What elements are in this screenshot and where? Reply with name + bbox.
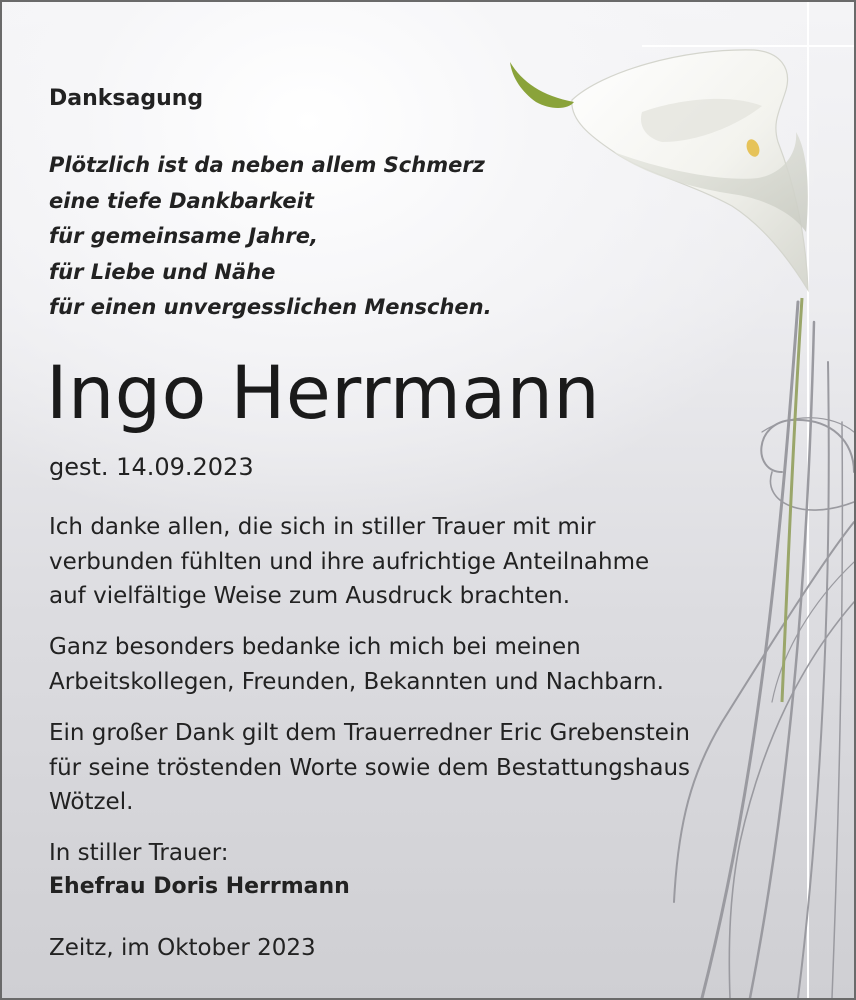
poem bbox=[49, 148, 492, 326]
poem-line: Plötzlich ist da neben allem Schmerz bbox=[49, 153, 485, 177]
grass-lines bbox=[674, 302, 854, 998]
thanks-paragraph-2 bbox=[49, 630, 664, 699]
notice-heading: Danksagung bbox=[49, 86, 204, 111]
poem-line: für gemeinsame Jahre, bbox=[49, 224, 318, 248]
paragraph-line: Arbeitskollegen, Freunden, Bekannten und Nachbarn. bbox=[49, 668, 664, 695]
thanks-paragraph-3 bbox=[49, 716, 690, 820]
mourners-label: In stiller Trauer: bbox=[49, 840, 229, 866]
paragraph-line: Ich danke allen, die sich in stiller Trauer mit mir bbox=[49, 514, 596, 540]
death-date: gest. 14.09.2023 bbox=[49, 453, 254, 481]
paragraph-line: für seine tröstenden Worte sowie dem Bestattungshaus bbox=[49, 754, 691, 781]
deceased-name: Ingo Herrmann bbox=[46, 351, 601, 436]
paragraph-line: Wötzel. bbox=[49, 789, 134, 815]
paragraph-line: verbunden fühlten und ihre aufrichtige Anteilnahme bbox=[49, 548, 650, 575]
place-date: Zeitz, im Oktober 2023 bbox=[49, 935, 316, 961]
poem-line: für einen unvergesslichen Menschen. bbox=[49, 295, 492, 319]
paragraph-line: Ganz besonders bedanke ich mich bei meinen bbox=[49, 634, 581, 660]
thanks-paragraph-1 bbox=[49, 510, 649, 614]
paragraph-line: Ein großer Dank gilt dem Trauerredner Eric Grebenstein bbox=[49, 720, 690, 746]
paragraph-line: auf vielfältige Weise zum Ausdruck brachten. bbox=[49, 583, 571, 609]
poem-line: für Liebe und Nähe bbox=[49, 259, 276, 284]
mourners-name: Ehefrau Doris Herrmann bbox=[49, 874, 350, 899]
poem-line: eine tiefe Dankbarkeit bbox=[49, 188, 314, 213]
